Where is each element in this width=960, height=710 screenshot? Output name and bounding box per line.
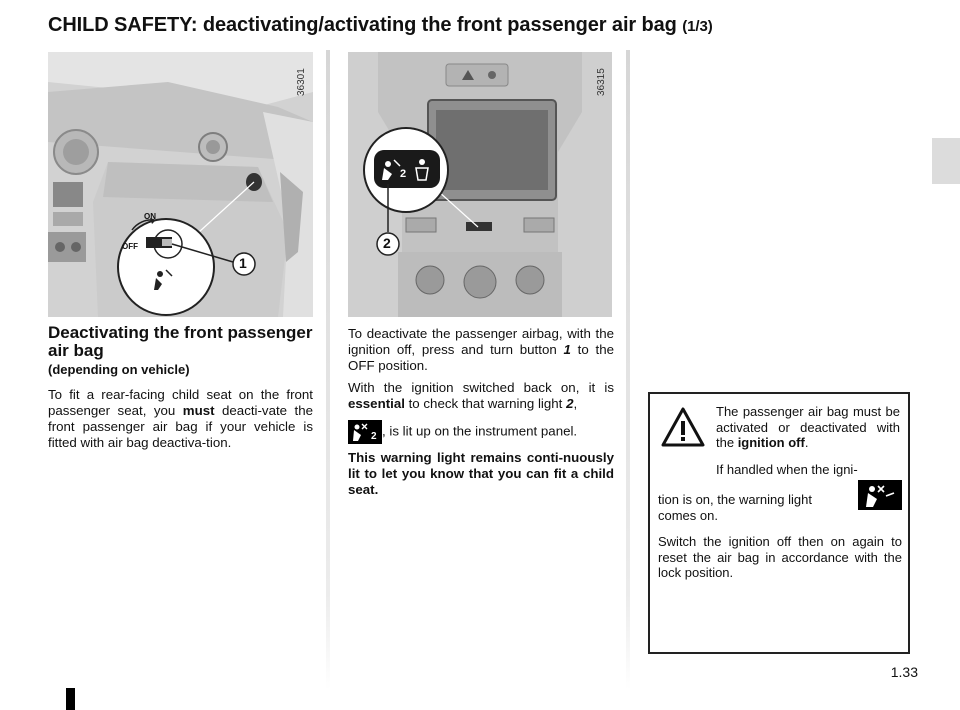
- airbag-warning-icon: [858, 480, 902, 510]
- dial-off-label: OFF: [122, 242, 138, 251]
- warn-l1-a: The passenger air bag must be activated or deactivated with the: [716, 404, 900, 450]
- figure-code-right: 36315: [596, 68, 607, 96]
- warning-text-4: comes on.: [658, 508, 718, 523]
- mid-p2-essential: essential: [348, 396, 405, 411]
- middle-paragraph-2: [348, 380, 614, 412]
- section-heading: Deactivating the front passenger air bag: [48, 323, 313, 360]
- column-divider-left: [326, 50, 330, 690]
- dial-on-label: ON: [144, 212, 156, 221]
- section-tab: [932, 138, 960, 184]
- page-title: [48, 14, 713, 37]
- figure-code-left: 36301: [296, 68, 307, 96]
- mid-p2-e: ,: [573, 396, 578, 411]
- section-subheading: (depending on vehicle): [48, 362, 190, 377]
- mid-p2-warning-ref: 2: [566, 396, 574, 411]
- mid-p1-a: To deactivate the passenger airbag, with the ignition off, press and turn button: [348, 326, 614, 357]
- airbag-off-warning-icon: [348, 420, 382, 444]
- mid-p2-a: With the ignition switched back on, it is: [348, 380, 614, 395]
- figure-console-warning: [348, 52, 612, 317]
- warning-text-5: Switch the ignition off then on again to reset the air bag in accordance with the lock position.: [658, 534, 902, 580]
- middle-paragraph-4: This warning light remains conti-nuously lit to let you know that you can fit a child seat.: [348, 450, 614, 497]
- page-title-text: CHILD SAFETY: deactivating/activating the front passenger air bag: [48, 14, 677, 36]
- callout-2: 2: [383, 235, 391, 251]
- left-column: [48, 324, 313, 451]
- left-para-text-c: deacti-vate the front passenger air bag if your vehicle is fitted with air bag deactiva-tion.: [48, 403, 314, 450]
- dashboard-illustration: [48, 52, 313, 317]
- warn-l1-c: .: [804, 435, 809, 450]
- airbag-warning-icon-graphic: [858, 480, 902, 510]
- warning-text-3: tion is on, the warning light: [658, 492, 812, 507]
- left-paragraph: [48, 387, 313, 451]
- mid-p2-c: to check that warning light: [404, 396, 567, 411]
- warning-text-1: [716, 404, 900, 451]
- figure-dashboard-switch: [48, 52, 313, 317]
- warning-box: [648, 392, 910, 654]
- mid-p1-c: to the OFF position.: [348, 342, 614, 373]
- warning-text-2: If handled when the igni-: [716, 462, 858, 477]
- mid-p1-button-ref: 1: [563, 342, 571, 357]
- page-part: (1/3): [682, 18, 713, 35]
- page-number: 1.33: [890, 664, 918, 680]
- middle-paragraph-1: [348, 326, 614, 374]
- icon-subscript: 2: [371, 431, 377, 442]
- warn-l1-ignition: ignition off: [737, 435, 805, 450]
- callout-1: 1: [239, 255, 247, 271]
- console-illustration: [348, 52, 612, 317]
- column-divider-right: [626, 50, 630, 690]
- magnified-icon-sub: 2: [400, 168, 407, 180]
- left-para-emphasis: must: [182, 403, 215, 418]
- middle-column: [348, 326, 614, 504]
- mid-p3-text: , is lit up on the instrument panel.: [382, 423, 578, 439]
- left-para-text-a: To fit a rear-facing child seat on the front passenger seat, you: [48, 387, 313, 418]
- warning-triangle-icon: [660, 406, 706, 448]
- middle-paragraph-3: [348, 420, 614, 444]
- bottom-marker: [66, 688, 75, 710]
